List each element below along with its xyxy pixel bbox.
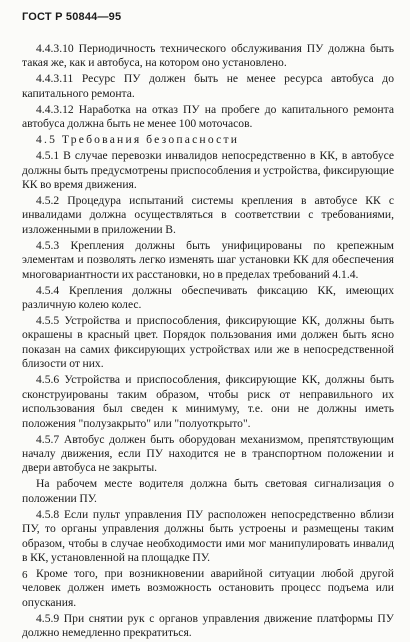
paragraph-4-4-3-12: 4.4.3.12 Наработка на отказ ПУ на пробеге до капитального ремонта автобуса должна быть не менее 100 моточасов. xyxy=(22,102,394,131)
paragraph-4-5-9: 4.5.9 При снятии рук с органов управления движение платформы ПУ должно немедленно прекратиться. xyxy=(22,611,394,640)
paragraph-4-5-5: 4.5.5 Устройства и приспособления, фиксирующие КК, должны быть окрашены в красный цвет. Порядок пользования ими должен быть ясно показан на самих фиксирующих устройствах или же в непосредственной близости от них. xyxy=(22,314,394,371)
paragraph-4-5-1: 4.5.1 В случае перевозки инвалидов непосредственно в КК, в автобусе должны быть предусмотрены приспособления и устройства, фиксирующие КК во время движения. xyxy=(22,149,394,192)
paragraph-4-5-2: 4.5.2 Процедура испытаний системы крепления в автобусе КК с инвалидами должна осуществляться в соответствии с требованиями, изложенными в приложении В. xyxy=(22,194,394,236)
page-number: 6 xyxy=(22,569,28,581)
paragraph-4-5-7: 4.5.7 Автобус должен быть оборудован механизмом, препятствующим началу движения, если ПУ находится не в транспортном положении и двери автобуса не закрыты. xyxy=(22,432,394,475)
document-header: ГОСТ Р 50844—95 xyxy=(22,11,122,23)
paragraph-4-5-4: 4.5.4 Крепления должны обеспечивать фиксацию КК, имеющих различную колею колес. xyxy=(22,283,394,312)
document-body xyxy=(22,42,394,642)
paragraph-4-5-6: 4.5.6 Устройства и приспособления, фиксирующие КК, должны быть сконструированы таким образом, чтобы риск от неправильного их использования был сведен к минимуму, т.е. они не должны иметь положения "полузакрыто" или "полуоткрыто". xyxy=(22,373,394,430)
paragraph-4-4-3-11: 4.4.3.11 Ресурс ПУ должен быть не менее ресурса автобуса до капитального ремонта. xyxy=(22,72,394,100)
paragraph-4-5-3: 4.5.3 Крепления должны быть унифицированы по крепежным элементам и позволять легко изменять шаг установки КК для обеспечения многовариантности их расстановки, но в пределах требований 4.1.4. xyxy=(22,238,394,281)
section-heading-safety: 4.5 Требования безопасности xyxy=(36,133,240,147)
paragraph-emergency-stop: Кроме того, при возникновении аварийной ситуации любой другой человек должен иметь возможность остановить процесс подъема или опускания. xyxy=(22,566,394,609)
paragraph-4-4-3-10: 4.4.3.10 Периодичность технического обслуживания ПУ должна быть такая же, как и автобуса, на котором оно установлено. xyxy=(22,42,394,70)
paragraph-4-5-8: 4.5.8 Если пульт управления ПУ расположен непосредственно вблизи ПУ, то органы управления должны быть устроены и размещены таким образом, чтобы в случае необходимости ими мог манипулировать инвалид в КК, установленной на площадке ПУ. xyxy=(22,507,394,564)
paragraph-driver-signal: На рабочем месте водителя должна быть световая сигнализация о положении ПУ. xyxy=(22,477,394,505)
